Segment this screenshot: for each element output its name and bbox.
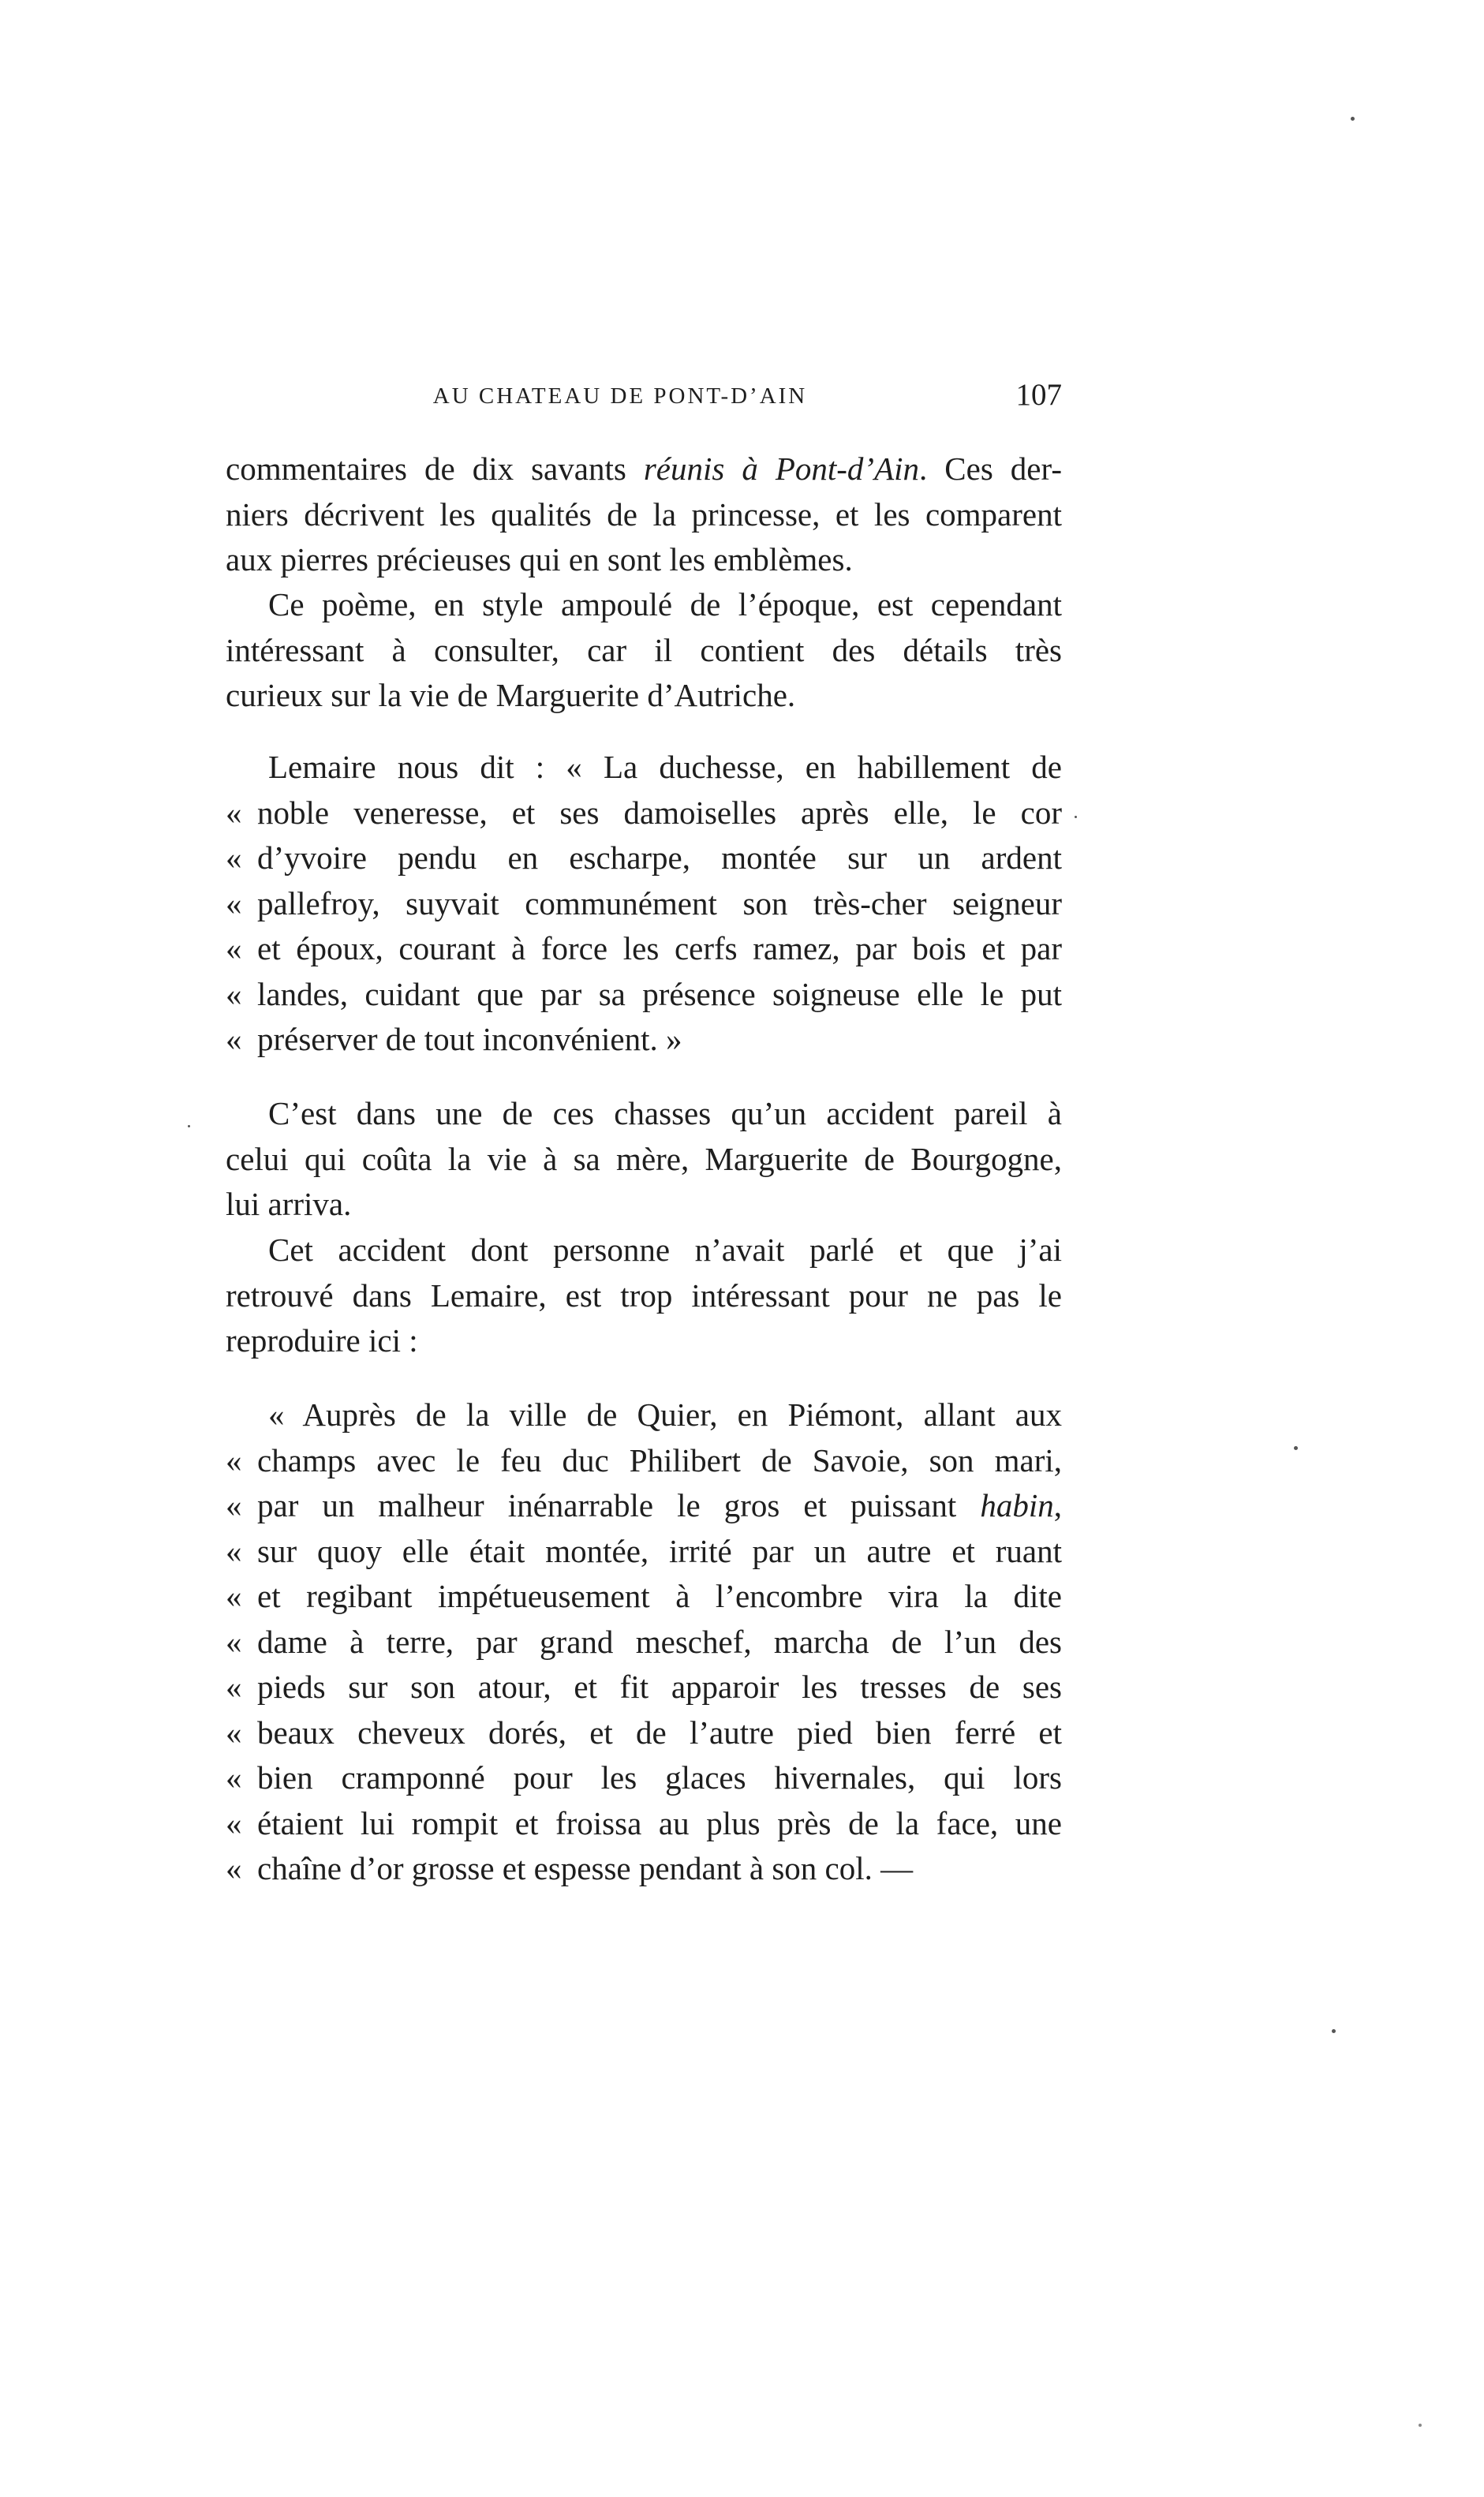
text-line: retrouvé dans Lemaire, est trop intéressant pour ne pas le: [226, 1277, 1062, 1314]
quote-line: « chaîne d’or grosse et espesse pendant à son col. —: [226, 1846, 1062, 1892]
guillemet: «: [226, 1487, 242, 1523]
quote-line: « landes, cuidant que par sa présence soigneuse elle le put: [226, 972, 1062, 1018]
paragraph-3-quotation: [226, 745, 1062, 1063]
guillemet: «: [226, 1623, 242, 1660]
guillemet: «: [226, 1578, 242, 1614]
quote-line: « bien cramponné pour les glaces hivernales, qui lors: [226, 1755, 1062, 1801]
text-line: lui arriva.: [226, 1186, 352, 1222]
paragraph-2: [226, 582, 1062, 719]
quote-line: « noble veneresse, et ses damoiselles après elle, le cor: [226, 791, 1062, 836]
paragraph-4: [226, 1091, 1062, 1228]
guillemet: «: [226, 1532, 242, 1569]
guillemet: «: [226, 1669, 242, 1705]
running-title: AU CHATEAU DE PONT-D’AIN: [432, 383, 808, 409]
paper-speck: [188, 1125, 190, 1127]
guillemet: «: [226, 1441, 242, 1478]
quote-line: « beaux cheveux dorés, et de l’autre pied bien ferré et: [226, 1710, 1062, 1756]
quote-line: « dame à terre, par grand meschef, marcha de l’un des: [226, 1620, 1062, 1665]
paragraph-1: [226, 447, 1062, 583]
quote-line: « et époux, courant à force les cerfs ramez, par bois et par: [226, 926, 1062, 972]
paper-speck: [1294, 1446, 1298, 1450]
quote-line: « sur quoy elle était montée, irrité par un autre et ruant: [226, 1529, 1062, 1575]
text-line: commentaires de dix savants réunis à Pont-d’Ain. Ces der-: [226, 450, 1062, 487]
guillemet: «: [226, 975, 242, 1012]
guillemet: «: [226, 1850, 242, 1886]
paragraph-6-quotation: [226, 1392, 1062, 1892]
text-line: C’est dans une de ces chasses qu’un accident pareil à: [268, 1095, 1062, 1131]
guillemet: «: [226, 1804, 242, 1841]
running-head: [226, 377, 1062, 424]
guillemet: «: [226, 839, 242, 876]
quote-line: « champs avec le feu duc Philibert de Savoie, son mari,: [226, 1438, 1062, 1484]
quote-line: « d’yvoire pendu en escharpe, montée sur un ardent: [226, 835, 1062, 881]
guillemet: «: [226, 1021, 242, 1057]
page-number: 107: [1015, 378, 1062, 412]
text-line: celui qui coûta la vie à sa mère, Marguerite de Bourgogne,: [226, 1140, 1062, 1177]
guillemet: «: [226, 930, 242, 966]
text-line: Ce poème, en style ampoulé de l’époque, est cependant: [268, 586, 1062, 622]
text-line: reproduire ici :: [226, 1322, 418, 1359]
text-line: « Auprès de la ville de Quier, en Piémont, allant aux: [268, 1396, 1062, 1433]
text-line: aux pierres précieuses qui en sont les emblèmes.: [226, 541, 853, 578]
text-line: Cet accident dont personne n’avait parlé et que j’ai: [268, 1232, 1062, 1268]
paper-speck: [1075, 816, 1077, 818]
guillemet: «: [226, 1759, 242, 1796]
text-line: niers décrivent les qualités de la princesse, et les comparent: [226, 495, 1062, 533]
quote-line: « pieds sur son atour, et fit apparoir les tresses de ses: [226, 1665, 1062, 1710]
quote-line: « étaient lui rompit et froissa au plus près de la face, une: [226, 1801, 1062, 1847]
guillemet: «: [226, 884, 242, 921]
text-line: Lemaire nous dit : « La duchesse, en habillement de: [268, 749, 1062, 785]
paper-speck: [1419, 2424, 1422, 2427]
quote-line: « pallefroy, suyvait communément son très-cher seigneur: [226, 881, 1062, 927]
paper-speck: [1351, 117, 1355, 121]
quote-line: « et regibant impétueusement à l’encombre vira la dite: [226, 1574, 1062, 1620]
guillemet: «: [226, 794, 242, 831]
quote-line: « par un malheur inénarrable le gros et puissant habin,: [226, 1483, 1062, 1529]
guillemet: «: [226, 1714, 242, 1751]
text-line: curieux sur la vie de Marguerite d’Autriche.: [226, 677, 796, 713]
quote-line: « préserver de tout inconvénient. »: [226, 1017, 1062, 1063]
paper-speck: [1332, 2029, 1336, 2033]
text-line: intéressant à consulter, car il contient des détails très: [226, 631, 1062, 668]
paragraph-5: [226, 1228, 1062, 1364]
